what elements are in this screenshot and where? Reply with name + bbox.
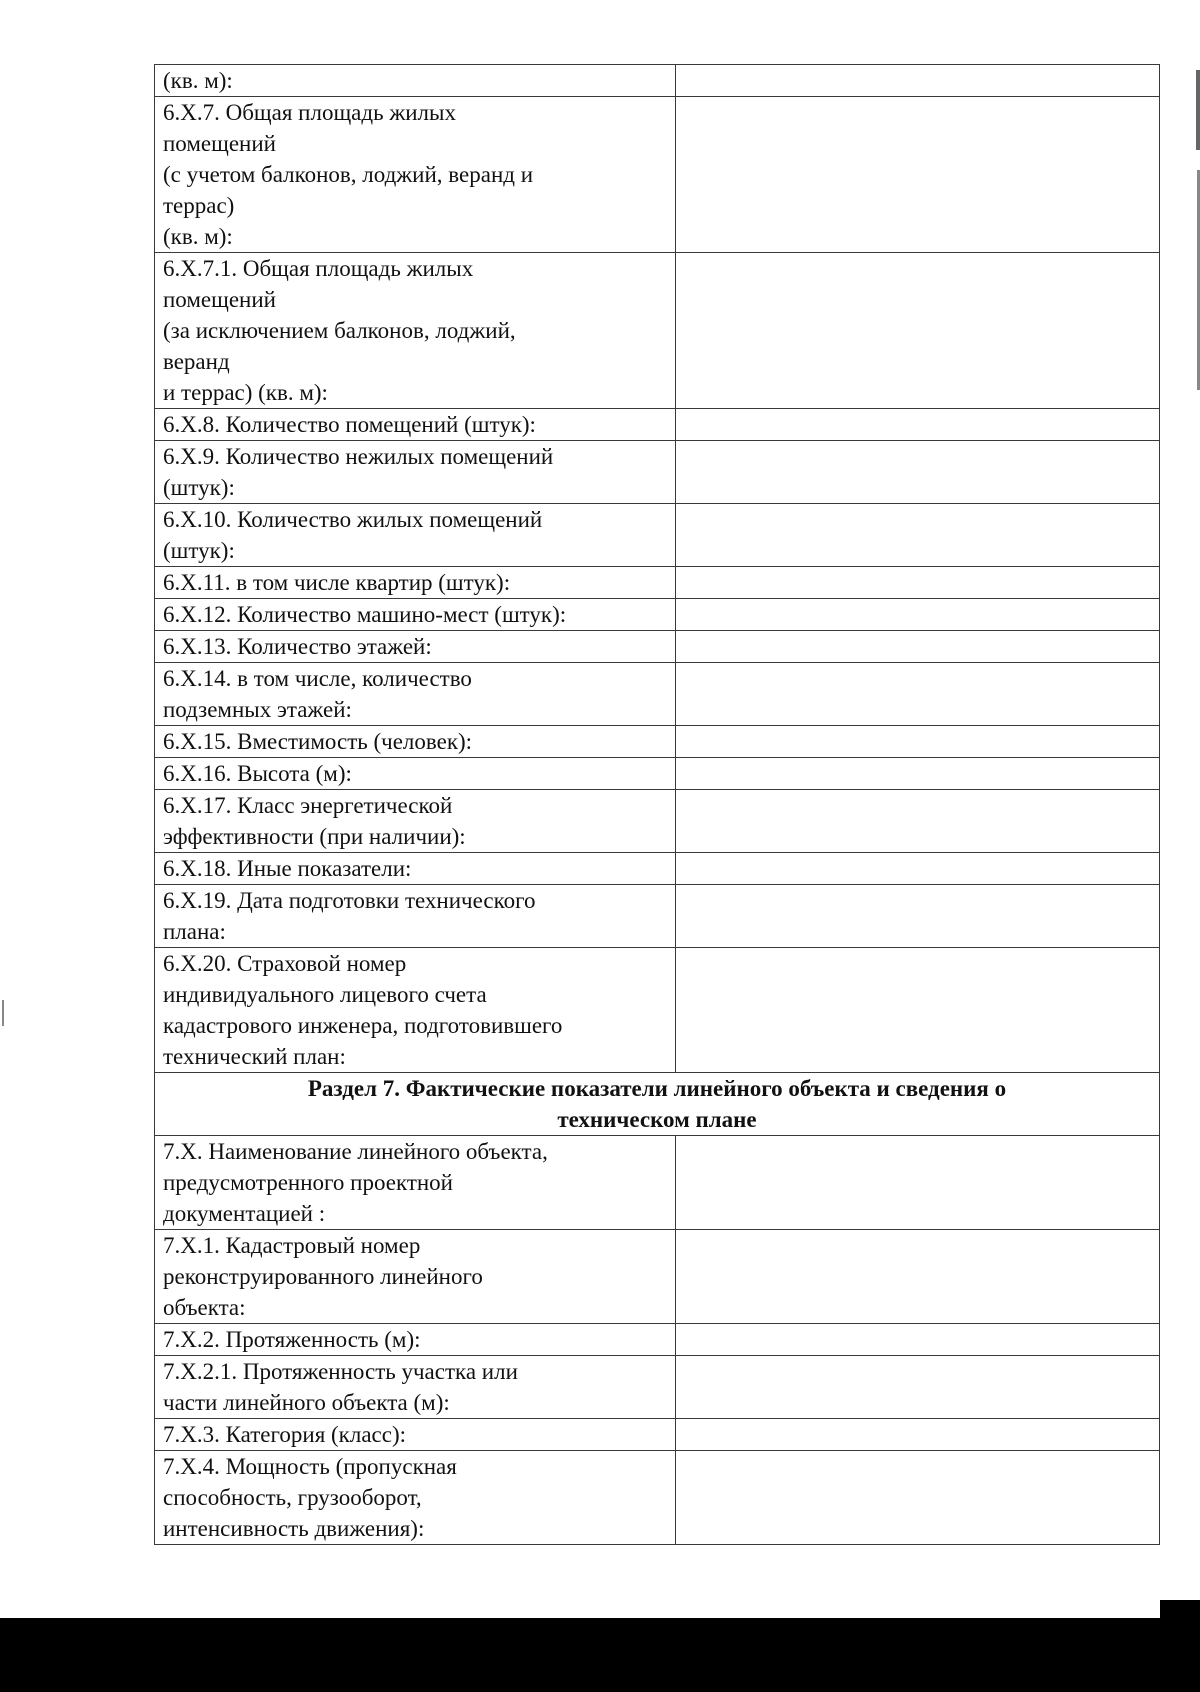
row-label: 6.X.7. Общая площадь жилых помещений (с учетом балконов, лоджий, веранд и террас) (кв. м): [155, 97, 676, 253]
table-row [155, 790, 1160, 853]
row-label: (кв. м): [155, 65, 676, 97]
scan-edge-mark [2, 1000, 4, 1026]
row-label: 6.X.8. Количество помещений (штук): [155, 409, 676, 441]
scan-bottom-bar [0, 1618, 1200, 1692]
row-value [676, 599, 1160, 631]
table-row [155, 599, 1160, 631]
row-label: 7.X.4. Мощность (пропускная способность, грузооборот, интенсивность движения): [155, 1451, 676, 1545]
table-row [155, 1230, 1160, 1324]
table-row [155, 631, 1160, 663]
row-value [676, 441, 1160, 504]
row-value [676, 1324, 1160, 1356]
row-label: 6.X.11. в том числе квартир (штук): [155, 567, 676, 599]
row-label: 6.X.7.1. Общая площадь жилых помещений (за исключением балконов, лоджий, веранд и террас) (кв. м): [155, 253, 676, 409]
table-row [155, 663, 1160, 726]
row-label: 7.X. Наименование линейного объекта, предусмотренного проектной документацией : [155, 1136, 676, 1230]
row-value [676, 567, 1160, 599]
table-row [155, 567, 1160, 599]
row-label: 6.X.13. Количество этажей: [155, 631, 676, 663]
row-label: 6.X.14. в том числе, количество подземных этажей: [155, 663, 676, 726]
row-label: 6.X.10. Количество жилых помещений (штук): [155, 504, 676, 567]
table-row [155, 1451, 1160, 1545]
table-row [155, 253, 1160, 409]
row-value [676, 1419, 1160, 1451]
section-heading-row [155, 1073, 1160, 1136]
row-value [676, 948, 1160, 1073]
row-value [676, 853, 1160, 885]
row-value [676, 1451, 1160, 1545]
row-label: 6.X.16. Высота (м): [155, 758, 676, 790]
table-row [155, 758, 1160, 790]
row-value [676, 504, 1160, 567]
scan-bottom-edge [1160, 1600, 1200, 1620]
row-value [676, 758, 1160, 790]
section-7-heading: Раздел 7. Фактические показатели линейного объекта и сведения о техническом плане [155, 1073, 1160, 1136]
row-label: 6.X.18. Иные показатели: [155, 853, 676, 885]
row-label: 6.X.9. Количество нежилых помещений (штук): [155, 441, 676, 504]
row-label: 6.X.12. Количество машино-мест (штук): [155, 599, 676, 631]
row-label: 7.X.3. Категория (класс): [155, 1419, 676, 1451]
row-label: 7.X.2. Протяженность (м): [155, 1324, 676, 1356]
row-value [676, 790, 1160, 853]
row-label: 6.X.20. Страховой номер индивидуального лицевого счета кадастрового инженера, подготовившего технический план: [155, 948, 676, 1073]
row-value [676, 65, 1160, 97]
row-value [676, 1356, 1160, 1419]
row-value [676, 885, 1160, 948]
table-row [155, 1356, 1160, 1419]
row-value [676, 726, 1160, 758]
row-value [676, 97, 1160, 253]
row-label: 6.X.17. Класс энергетической эффективности (при наличии): [155, 790, 676, 853]
row-value [676, 1136, 1160, 1230]
table-row [155, 948, 1160, 1073]
scan-edge-mark [1196, 70, 1200, 150]
row-label: 6.X.15. Вместимость (человек): [155, 726, 676, 758]
table-row [155, 1136, 1160, 1230]
table-row [155, 504, 1160, 567]
table-row [155, 409, 1160, 441]
row-value [676, 663, 1160, 726]
table-row [155, 1324, 1160, 1356]
row-value [676, 253, 1160, 409]
row-value [676, 631, 1160, 663]
table-row [155, 1419, 1160, 1451]
row-value [676, 409, 1160, 441]
table-row [155, 853, 1160, 885]
table-row [155, 65, 1160, 97]
table-row [155, 97, 1160, 253]
table-row [155, 885, 1160, 948]
row-label: 6.X.19. Дата подготовки технического плана: [155, 885, 676, 948]
table-row [155, 441, 1160, 504]
row-label: 7.X.2.1. Протяженность участка или части линейного объекта (м): [155, 1356, 676, 1419]
table-row [155, 726, 1160, 758]
row-label: 7.X.1. Кадастровый номер реконструированного линейного объекта: [155, 1230, 676, 1324]
row-value [676, 1230, 1160, 1324]
document-table [154, 64, 1160, 1545]
